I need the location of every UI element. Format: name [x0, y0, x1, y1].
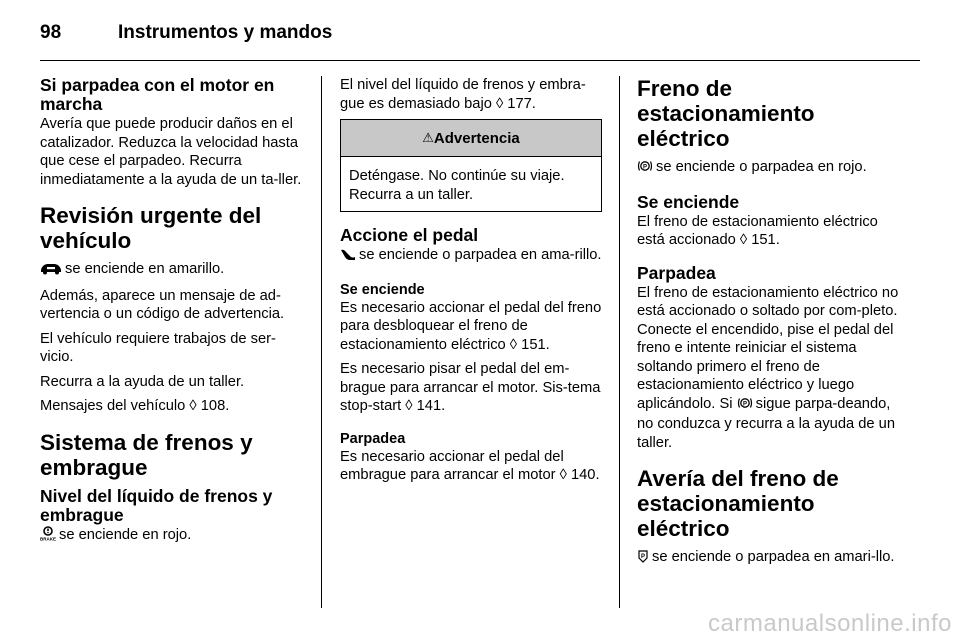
paragraph-text: se enciende o parpadea en rojo.	[656, 159, 867, 175]
svg-text:P: P	[742, 400, 747, 407]
section-title-brake-clutch: Sistema de frenos y embrague	[40, 429, 253, 480]
subsection-heading-lights-up: Se enciende	[637, 191, 740, 212]
column-right	[637, 76, 902, 575]
parking-brake-fault-icon	[637, 550, 649, 569]
paragraph: Es necesario accionar el pedal del freno para desbloquear el freno de estacionamiento eléctrico ◊ 151.	[340, 299, 602, 353]
section-heading-engine-flashing: Si parpadea con el motor en marcha	[40, 75, 275, 114]
column-left	[40, 76, 302, 552]
cross-reference: Mensajes del vehículo ◊ 108.	[40, 398, 230, 414]
warning-box-body	[341, 157, 601, 211]
page-title: Instrumentos y mandos	[118, 22, 333, 43]
paragraph-text: El freno de estacionamiento eléctrico no está accionado o soltado por com-pleto. Conecte el encendido, pise el pedal del freno e intente reiniciar el sistema soltando primero el freno de estacionamiento eléctrico y luego aplicándolo. Si	[637, 284, 899, 412]
section-title-urgent-check: Revisión urgente del vehículo	[40, 203, 262, 253]
brake-icon-label: BRAKE	[40, 536, 56, 541]
section-title-electric-parking-brake: Freno de estacionamiento eléctrico	[637, 76, 815, 151]
paragraph: El freno de estacionamiento eléctrico está accionado ◊ 151.	[637, 213, 878, 248]
warning-box	[340, 119, 602, 212]
paragraph: Además, aparece un mensaje de ad-vertencia o un código de advertencia.	[40, 287, 285, 322]
page-number: 98	[40, 22, 62, 43]
paragraph	[637, 158, 902, 179]
paragraph	[340, 246, 602, 267]
watermark: carmanualsonline.info	[708, 610, 952, 637]
column-divider	[321, 76, 322, 608]
foot-pedal-icon	[340, 248, 356, 267]
column-divider	[619, 76, 620, 608]
paragraph	[637, 548, 902, 569]
paragraph: Es necesario accionar el pedal del embrague para arrancar el motor ◊ 140.	[340, 448, 600, 483]
paragraph-text: se enciende en amarillo.	[65, 261, 225, 277]
paragraph-text: se enciende o parpadea en ama-rillo.	[359, 247, 602, 263]
paragraph: El nivel del líquido de frenos y embra-gue es demasiado bajo ◊ 177.	[340, 77, 586, 112]
section-title-parking-brake-fault: Avería del freno de estacionamiento eléctrico	[637, 466, 839, 541]
header-divider	[40, 60, 920, 61]
parking-brake-icon	[637, 159, 653, 179]
paragraph: Es necesario pisar el pedal del em-brague para arrancar el motor. Sis-tema stop-start ◊ 141.	[340, 361, 601, 414]
paragraph: Avería que puede producir daños en el catalizador. Reduzca la velocidad hasta que cese el parpadeo. Recurra inmediatamente a la ayuda de un ta-ller.	[40, 116, 302, 188]
sub-heading-lights-up: Se enciende	[340, 281, 425, 298]
page-header	[40, 18, 332, 48]
paragraph: El vehículo requiere trabajos de ser-vicio.	[40, 330, 276, 365]
subsection-heading-press-pedal: Accione el pedal	[340, 225, 479, 245]
paragraph-text: sigue parpa-deando, no conduzca y recurra a la ayuda de un taller.	[637, 395, 896, 451]
warning-text: Deténgase. No continúe su viaje. Recurra a un taller.	[349, 168, 565, 203]
paragraph	[40, 260, 302, 281]
paragraph: Recurra a la ayuda de un taller.	[40, 373, 245, 390]
parking-brake-icon	[737, 396, 753, 416]
paragraph	[40, 526, 302, 547]
subsection-heading-fluid-level: Nivel del líquido de frenos y embrague	[40, 485, 273, 525]
car-wrench-icon	[40, 261, 62, 281]
column-middle	[340, 76, 602, 491]
warning-box-header	[341, 120, 601, 157]
paragraph-text: se enciende en rojo.	[59, 526, 192, 543]
paragraph	[637, 284, 902, 453]
warning-title: Advertencia	[433, 129, 520, 147]
paragraph-text: se enciende o parpadea en amari-llo.	[652, 549, 895, 565]
svg-text:P: P	[642, 164, 648, 171]
subsection-heading-flashes: Parpadea	[637, 262, 716, 283]
brake-warning-icon	[40, 526, 56, 547]
warning-triangle-icon: ⚠	[422, 130, 434, 146]
svg-text:P: P	[640, 554, 646, 560]
sub-heading-flashes: Parpadea	[340, 430, 406, 447]
